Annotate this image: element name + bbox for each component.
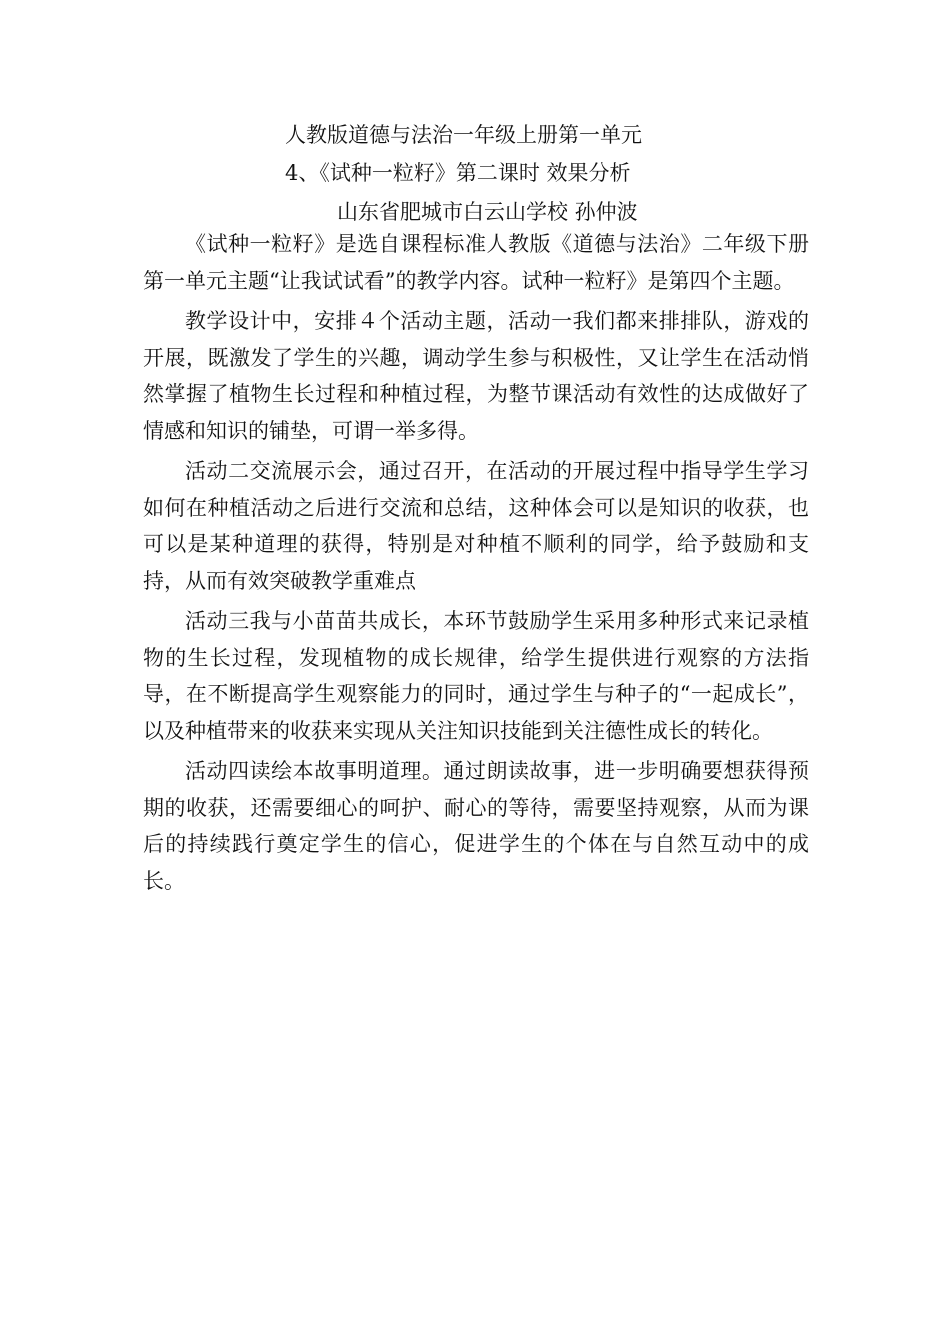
paragraph-activity-three: 活动三我与小苗苗共成长，本环节鼓励学生采用多种形式来记录植物的生长过程，发现植物的成长规律，给学生提供进行观察的方法指导，在不断提高学生观察能力的同时，通过学生与种子的“一起成长”，以及种植带来的收获来实现从关注知识技能到关注德性成长的转化。: [143, 609, 809, 743]
paragraph-intro: 《试种一粒籽》是选自课程标准人教版《道德与法治》二年级下册第一单元主题“让我试试看”的教学内容。试种一粒籽》是第四个主题。: [143, 232, 809, 293]
paragraph-activity-two: 活动二交流展示会，通过召开，在活动的开展过程中指导学生学习如何在种植活动之后进行交流和总结，这种体会可以是知识的收获，也可以是某种道理的获得，特别是对种植不顺利的同学，给予鼓励和支持，从而有效突破教学重难点: [143, 459, 809, 593]
document-author-line: 山东省肥城市白云山学校 孙仲波: [337, 200, 638, 224]
paragraph-activity-one: 教学设计中，安排４个活动主题，活动一我们都来排排队，游戏的开展，既激发了学生的兴趣，调动学生参与积极性，又让学生在活动悄然掌握了植物生长过程和种植过程，为整节课活动有效性的达成做好了情感和知识的铺垫，可谓一举多得。: [143, 309, 809, 443]
document-title-lesson: 4、《试种一粒籽》第二课时 效果分析: [285, 161, 631, 185]
paragraph-activity-four: 活动四读绘本故事明道理。通过朗读故事，进一步明确要想获得预期的收获，还需要细心的呵护、耐心的等待，需要坚持观察，从而为课后的持续践行奠定学生的信心，促进学生的个体在与自然互动中的成长。: [143, 759, 809, 893]
document-title-course: 人教版道德与法治一年级上册第一单元: [285, 123, 642, 147]
document-body: [143, 226, 809, 903]
